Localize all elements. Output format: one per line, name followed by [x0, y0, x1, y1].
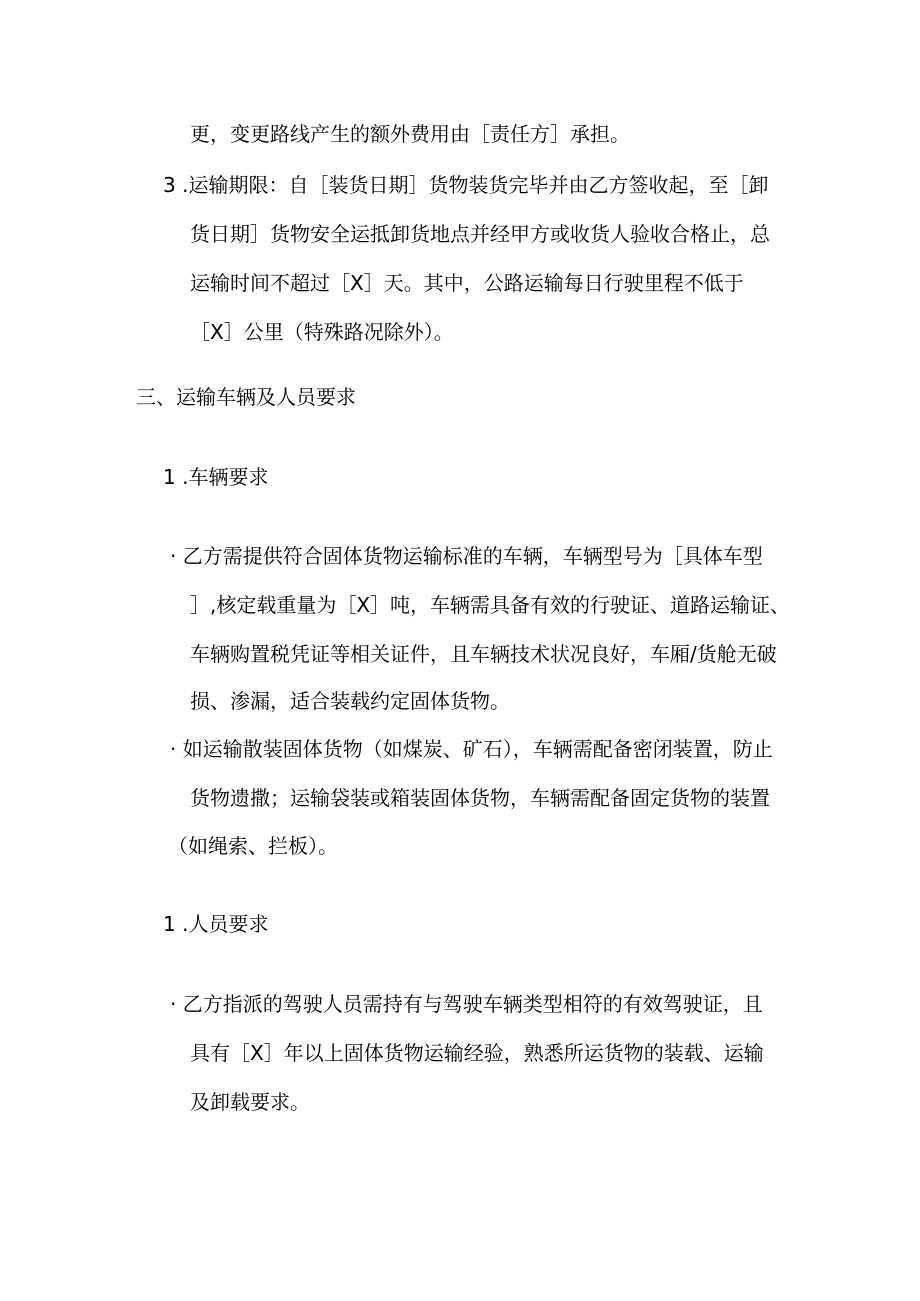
vehicle-bullet-2-line-1: · 如运输散装固体货物（如煤炭、矿石），车辆需配备密闭装置，防止 [170, 737, 773, 761]
vehicle-bullet-1-line-3: 车辆购置税凭证等相关证件，且车辆技术状况良好，车厢/货舱无破 [190, 642, 777, 666]
section-heading-3: 三、运输车辆及人员要求 [136, 385, 356, 409]
personnel-bullet-1-line-3: 及卸载要求。 [190, 1090, 310, 1114]
vehicle-bullet-1-line-2: ］,核定载重量为［X］吨，车辆需具备有效的行驶证、道路运输证、 [190, 593, 791, 617]
subheading-personnel: 1 .人员要求 [163, 912, 269, 936]
item-3-line-3: 运输时间不超过［X］天。其中，公路运输每日行驶里程不低于 [190, 271, 744, 295]
vehicle-bullet-1-line-1: · 乙方需提供符合固体货物运输标准的车辆，车辆型号为［具体车型 [170, 544, 763, 568]
vehicle-bullet-2-line-2: 货物遗撒；运输袋装或箱装固体货物，车辆需配备固定货物的装置 [190, 786, 770, 810]
item-3-line-4: ［X］公里（特殊路况除外）。 [190, 320, 454, 344]
personnel-bullet-1-line-1: · 乙方指派的驾驶人员需持有与驾驶车辆类型相符的有效驾驶证，且 [170, 992, 763, 1016]
vehicle-bullet-1-line-4: 损、渗漏，适合装载约定固体货物。 [190, 689, 510, 713]
subheading-vehicle: 1 .车辆要求 [163, 465, 269, 489]
item-3-line-1: 3 .运输期限：自［装货日期］货物装货完毕并由乙方签收起，至［卸 [163, 173, 769, 197]
vehicle-bullet-2-line-3: （如绳索、拦板）。 [168, 834, 338, 858]
paragraph-2-line-cont: 更，变更路线产生的额外费用由［责任方］承担。 [190, 122, 630, 146]
item-3-line-2: 货日期］货物安全运抵卸货地点并经甲方或收货人验收合格止，总 [190, 222, 770, 246]
personnel-bullet-1-line-2: 具有［X］年以上固体货物运输经验，熟悉所运货物的装载、运输 [190, 1041, 764, 1065]
